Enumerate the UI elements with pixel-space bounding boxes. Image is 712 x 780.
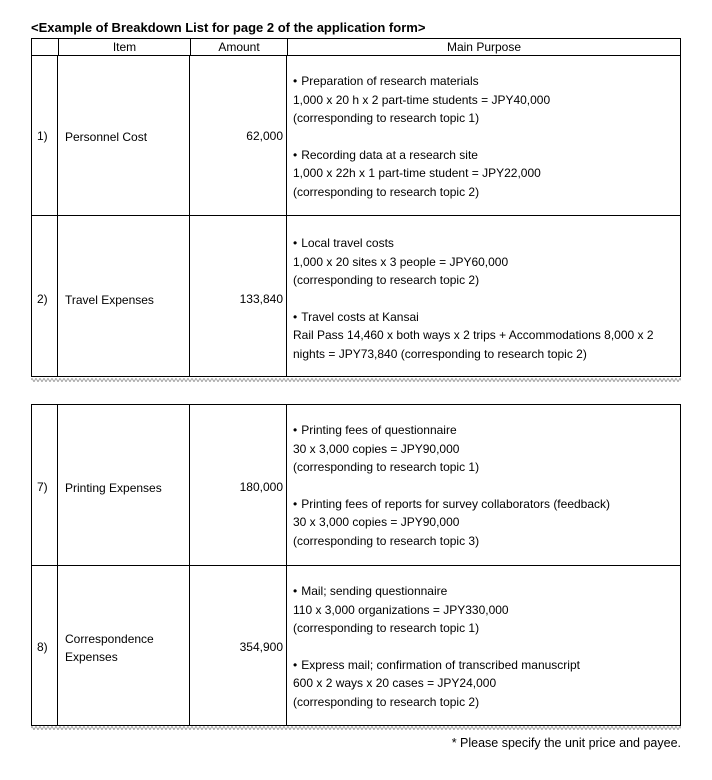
purpose-bullet: • Printing fees of questionnaire — [293, 421, 610, 440]
row-number: 2) — [37, 292, 48, 306]
table-break-line — [31, 725, 681, 731]
purpose-calc: 1,000 x 20 sites x 3 people = JPY60,000 — [293, 254, 509, 269]
purpose-text — [293, 234, 654, 363]
purpose-note: (corresponding to research topic 2) — [293, 184, 480, 199]
purpose-note: (corresponding to research topic 2) — [293, 694, 480, 709]
purpose-bullet: • Preparation of research materials — [293, 72, 550, 91]
table-break-line — [31, 377, 681, 383]
item-label: Travel Expenses — [65, 293, 154, 307]
item-label-line: Expenses — [65, 650, 118, 664]
purpose-note: (corresponding to research topic 1) — [293, 111, 480, 125]
purpose-note: (corresponding to research topic 3) — [293, 533, 480, 548]
header-purpose: Main Purpose — [287, 38, 681, 56]
purpose-note: (corresponding to research topic 1) — [293, 460, 480, 474]
purpose-calc: 1,000 x 22h x 1 part-time student = JPY22,000 — [293, 166, 541, 180]
row-number: 8) — [37, 640, 48, 654]
purpose-text — [293, 421, 610, 550]
purpose-note: (corresponding to research topic 1) — [293, 621, 480, 635]
purpose-bullet: • Local travel costs — [293, 234, 654, 253]
purpose-text — [293, 582, 580, 711]
item-label: Personnel Cost — [65, 130, 148, 144]
page-title: <Example of Breakdown List for page 2 of the application form> — [31, 20, 426, 35]
purpose-calc: 110 x 3,000 organizations = JPY330,000 — [293, 602, 509, 617]
footnote: * Please specify the unit price and payee. — [451, 736, 681, 750]
table-row — [31, 404, 681, 566]
row-number: 1) — [37, 129, 48, 143]
item-label: Printing Expenses — [65, 481, 162, 495]
table-row — [31, 55, 681, 216]
purpose-note: (corresponding to research topic 2) — [293, 273, 480, 287]
amount-value: 180,000 — [239, 480, 283, 494]
purpose-calc: 600 x 2 ways x 20 cases = JPY24,000 — [293, 676, 497, 690]
purpose-bullet: • Express mail; confirmation of transcribed manuscript — [293, 656, 580, 675]
header-item: Item — [58, 38, 191, 56]
amount-value: 62,000 — [246, 129, 283, 143]
row-number: 7) — [37, 480, 48, 494]
table-row — [31, 565, 681, 726]
header-amount: Amount — [190, 38, 288, 56]
purpose-calc: 30 x 3,000 copies = JPY90,000 — [293, 441, 460, 456]
amount-value: 133,840 — [239, 292, 283, 306]
purpose-calc: 1,000 x 20 h x 2 part-time students = JPY40,000 — [293, 92, 551, 107]
purpose-bullet: • Travel costs at Kansai — [293, 308, 654, 327]
table-row — [31, 215, 681, 377]
amount-value: 354,900 — [239, 640, 283, 654]
purpose-calc: Rail Pass 14,460 x both ways x 2 trips + Accommodations 8,000 x 2 — [293, 328, 654, 342]
item-label — [65, 630, 154, 666]
header-num-cell — [31, 38, 59, 56]
purpose-bullet: • Recording data at a research site — [293, 146, 550, 165]
purpose-note: nights = JPY73,840 (corresponding to research topic 2) — [293, 346, 587, 361]
purpose-bullet: • Mail; sending questionnaire — [293, 582, 580, 601]
item-label-line: Correspondence — [65, 632, 154, 646]
purpose-calc: 30 x 3,000 copies = JPY90,000 — [293, 515, 460, 529]
purpose-bullet: • Printing fees of reports for survey collaborators (feedback) — [293, 495, 610, 514]
purpose-text — [293, 72, 550, 201]
